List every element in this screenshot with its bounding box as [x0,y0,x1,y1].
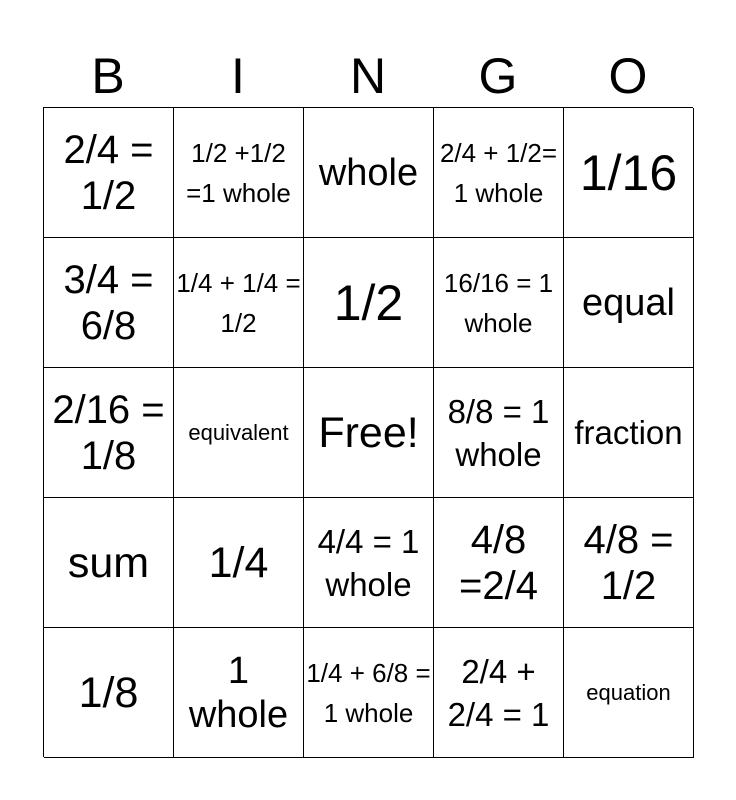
cell-text: 4/8 =2/4 [459,517,538,608]
bingo-cell-r4-c3[interactable] [304,498,434,628]
cell-text: equation [586,679,671,705]
cell-text: 2/4 + 2/4 = 1 [447,652,550,733]
bingo-cell-r5-c4[interactable] [434,628,564,758]
cell-text: 1 whole [188,649,289,736]
bingo-cell-r1-c2[interactable] [174,108,304,238]
cell-text: 1/16 [579,144,678,201]
bingo-card [43,107,693,757]
cell-text: whole [318,151,419,194]
cell-text: equal [582,281,675,324]
bingo-header [43,46,693,106]
bingo-cell-r3-c1[interactable] [44,368,174,498]
bingo-cell-r5-c5[interactable] [564,628,694,758]
bingo-cell-r3-c4[interactable] [434,368,564,498]
cell-text: 8/8 = 1 whole [447,392,550,473]
cell-text: 2/16 = 1/8 [52,387,165,478]
bingo-cell-r3-c5[interactable] [564,368,694,498]
bingo-cell-r2-c3[interactable] [304,238,434,368]
cell-text: equivalent [188,419,289,445]
bingo-cell-r1-c4[interactable] [434,108,564,238]
bingo-cell-r2-c5[interactable] [564,238,694,368]
header-letter-g: G [478,48,518,104]
bingo-cell-r5-c2[interactable] [174,628,304,758]
header-letter-b: B [91,48,125,104]
bingo-cell-r3-c2[interactable] [174,368,304,498]
bingo-cell-r5-c3[interactable] [304,628,434,758]
cell-text: fraction [574,414,683,451]
cell-text: 1/4 [208,538,269,587]
cell-text: 2/4 = 1/2 [63,127,154,218]
cell-text: 2/4 + 1/2= 1 whole [439,137,558,208]
cell-text: 1/8 [78,668,139,717]
header-letter-n: N [349,48,387,104]
bingo-cell-r4-c4[interactable] [434,498,564,628]
bingo-cell-r4-c1[interactable] [44,498,174,628]
bingo-cell-r1-c5[interactable] [564,108,694,238]
cell-text: 4/8 = 1/2 [583,517,674,608]
bingo-cell-r2-c4[interactable] [434,238,564,368]
cell-text: 16/16 = 1 whole [443,267,554,338]
bingo-cell-r2-c1[interactable] [44,238,174,368]
bingo-cell-r4-c2[interactable] [174,498,304,628]
bingo-cell-r1-c1[interactable] [44,108,174,238]
header-letter-o: O [608,48,648,104]
bingo-cell-r5-c1[interactable] [44,628,174,758]
bingo-cell-r3-c3[interactable] [304,368,434,498]
cell-text: 1/2 +1/2 =1 whole [186,137,291,208]
cell-text: 1/4 + 1/4 = 1/2 [176,267,301,338]
bingo-cell-r2-c2[interactable] [174,238,304,368]
bingo-cell-r4-c5[interactable] [564,498,694,628]
cell-text: 4/4 = 1 whole [317,522,420,603]
cell-text: Free! [318,408,419,457]
cell-text: sum [67,538,150,587]
cell-text: 1/2 [333,274,404,331]
header-letter-i: I [231,48,245,104]
cell-text: 1/4 + 6/8 = 1 whole [306,657,431,728]
cell-text: 3/4 = 6/8 [63,257,154,348]
bingo-cell-r1-c3[interactable] [304,108,434,238]
